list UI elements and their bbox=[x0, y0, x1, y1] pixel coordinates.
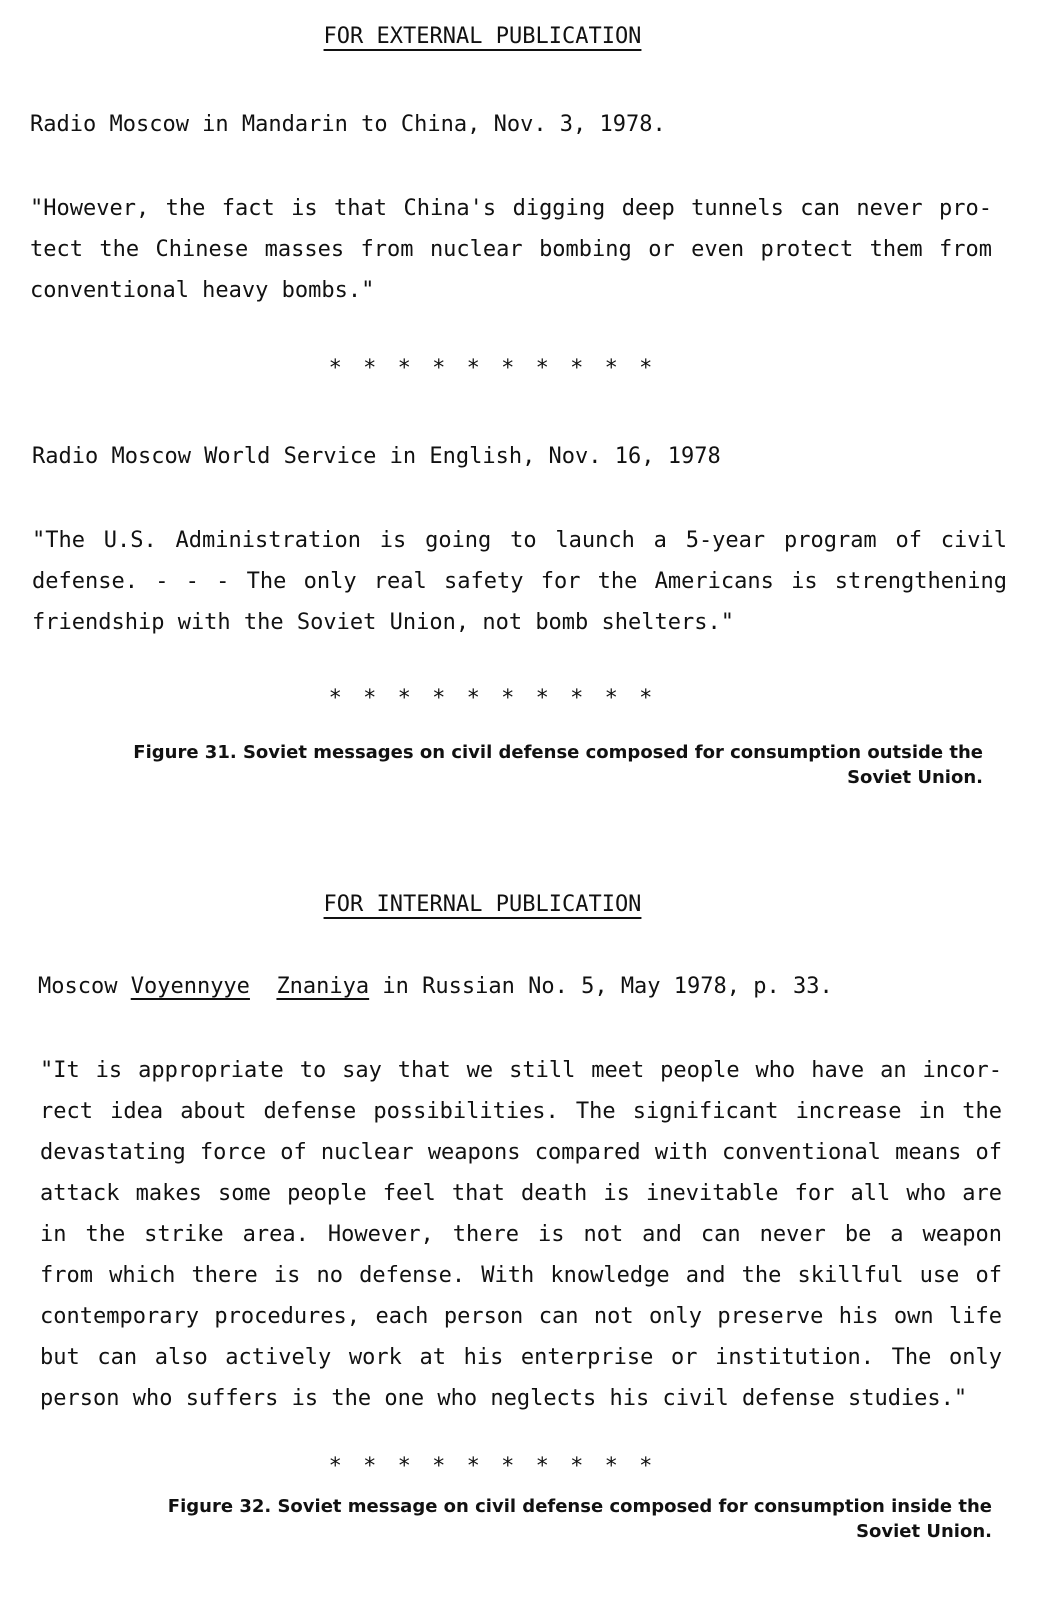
source-radio-moscow-world-service: Radio Moscow World Service in English, Nov. 16, 1978 bbox=[32, 444, 721, 469]
quote-mandarin bbox=[30, 188, 992, 311]
separator-stars: * * * * * * * * * * bbox=[328, 356, 657, 381]
quote-voyennyye-znaniya bbox=[40, 1050, 1002, 1419]
source-voyennyye-znaniya: Moscow Voyennyye Znaniya in Russian No. 5, May 1978, p. 33. bbox=[38, 974, 833, 999]
separator-stars: * * * * * * * * * * bbox=[328, 1454, 657, 1479]
figure-31-caption bbox=[100, 740, 983, 790]
quote-line: "The U.S. Administration is going to launch a 5-year program of civil bbox=[32, 528, 1007, 553]
caption-line: Soviet Union. bbox=[856, 1521, 992, 1542]
quote-world-service bbox=[32, 520, 1007, 643]
publication-title-word: Voyennyye bbox=[130, 974, 250, 999]
quote-line: rect idea about defense possibilities. The significant increase in the bbox=[40, 1099, 1002, 1124]
quote-line: conventional heavy bombs." bbox=[30, 278, 375, 303]
quote-line: defense. - - - The only real safety for the Americans is strengthening bbox=[32, 569, 1007, 594]
quote-line: "It is appropriate to say that we still meet people who have an incor- bbox=[40, 1058, 1002, 1083]
quote-line: "However, the fact is that China's digging deep tunnels can never pro- bbox=[30, 196, 992, 221]
quote-line: tect the Chinese masses from nuclear bombing or even protect them from bbox=[30, 237, 992, 262]
quote-line: person who suffers is the one who neglects his civil defense studies." bbox=[40, 1386, 968, 1411]
source-radio-moscow-mandarin: Radio Moscow in Mandarin to China, Nov. 3, 1978. bbox=[30, 112, 666, 137]
quote-line: friendship with the Soviet Union, not bomb shelters." bbox=[32, 610, 734, 635]
quote-line: in the strike area. However, there is not and can never be a weapon bbox=[40, 1222, 1002, 1247]
caption-line: Figure 32. Soviet message on civil defense composed for consumption inside the bbox=[167, 1496, 992, 1517]
publication-title-word: Znaniya bbox=[276, 974, 370, 999]
separator-stars: * * * * * * * * * * bbox=[328, 686, 657, 711]
quote-line: but can also actively work at his enterprise or institution. The only bbox=[40, 1345, 1002, 1370]
caption-line: Figure 31. Soviet messages on civil defense composed for consumption outside the bbox=[133, 742, 983, 763]
figure-32-caption bbox=[120, 1494, 992, 1544]
quote-line: attack makes some people feel that death is inevitable for all who are bbox=[40, 1181, 1002, 1206]
quote-line: contemporary procedures, each person can not only preserve his own life bbox=[40, 1304, 1002, 1329]
quote-line: from which there is no defense. With knowledge and the skillful use of bbox=[40, 1263, 1002, 1288]
internal-publication-heading: FOR INTERNAL PUBLICATION bbox=[323, 892, 642, 917]
quote-line: devastating force of nuclear weapons compared with conventional means of bbox=[40, 1140, 1002, 1165]
external-publication-heading: FOR EXTERNAL PUBLICATION bbox=[323, 24, 642, 49]
caption-line: Soviet Union. bbox=[847, 767, 983, 788]
